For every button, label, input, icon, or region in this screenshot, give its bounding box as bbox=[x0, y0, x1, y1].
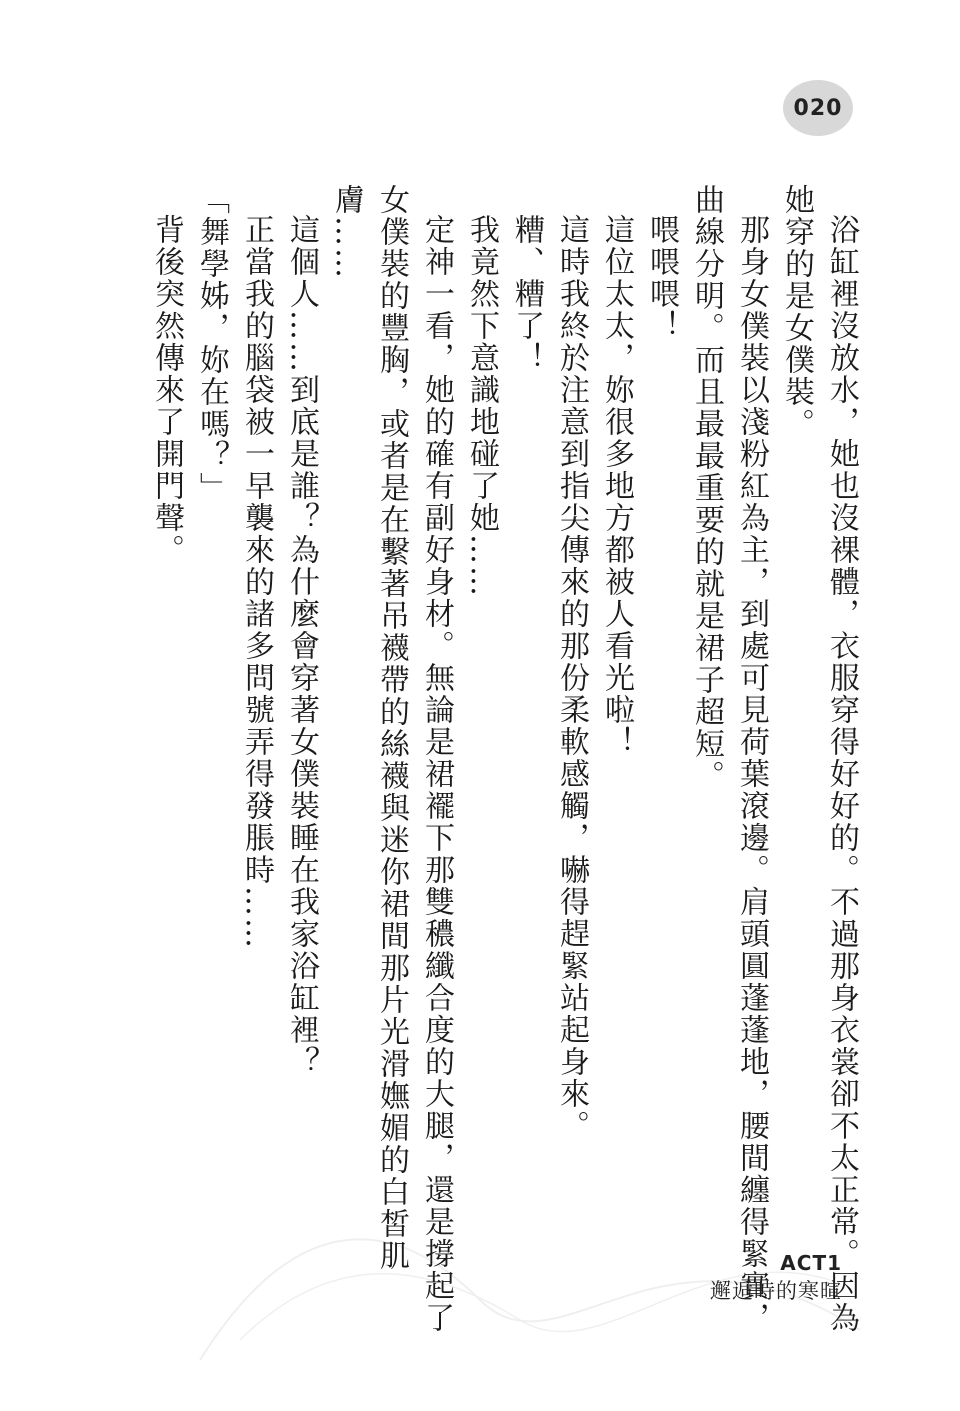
paragraph: 正當我的腦袋被一早襲來的諸多問號弄得發脹時…… bbox=[239, 214, 274, 950]
paragraph: 定神一看，她的確有副好身材。無論是裙襬下那雙穠纖合度的大腿，還是撐起了女僕裝的豐胸，或者是在繫著吊襪帶的絲襪與迷你裙間那片光滑嫵媚的白皙肌膚…… bbox=[329, 184, 454, 1334]
paragraph: 「舞學姊，妳在嗎？」 bbox=[194, 184, 229, 504]
paragraph: 喂喂喂！ bbox=[644, 214, 679, 342]
paragraph: 那身女僕裝以淺粉紅為主，到處可見荷葉滾邊。肩頭圓蓬蓬地，腰間纏得緊實，曲線分明。而且最最重要的就是裙子超短。 bbox=[689, 184, 769, 1334]
paragraph: 我竟然下意識地碰了她…… bbox=[464, 214, 499, 598]
paragraph: 這個人……到底是誰？為什麼會穿著女僕裝睡在我家浴缸裡？ bbox=[284, 214, 319, 1078]
paragraph: 浴缸裡沒放水，她也沒裸體，衣服穿得好好的。不過那身衣裳卻不太正常。因為她穿的是女僕裝。 bbox=[779, 184, 859, 1334]
chapter-footer bbox=[710, 1250, 842, 1306]
act-label: ACT1 bbox=[780, 1251, 842, 1275]
paragraph: 這時我終於注意到指尖傳來的那份柔軟感觸，嚇得趕緊站起身來。 bbox=[554, 214, 589, 1142]
page-number: 020 bbox=[793, 95, 843, 121]
paragraph: 糟、糟了！ bbox=[509, 214, 544, 374]
body-text bbox=[144, 184, 864, 1354]
page-number-badge bbox=[783, 80, 853, 136]
paragraph: 這位太太，妳很多地方都被人看光啦！ bbox=[599, 214, 634, 758]
chapter-title: 邂逅時的寒暄 bbox=[710, 1279, 842, 1303]
paragraph: 背後突然傳來了開門聲。 bbox=[149, 214, 184, 566]
